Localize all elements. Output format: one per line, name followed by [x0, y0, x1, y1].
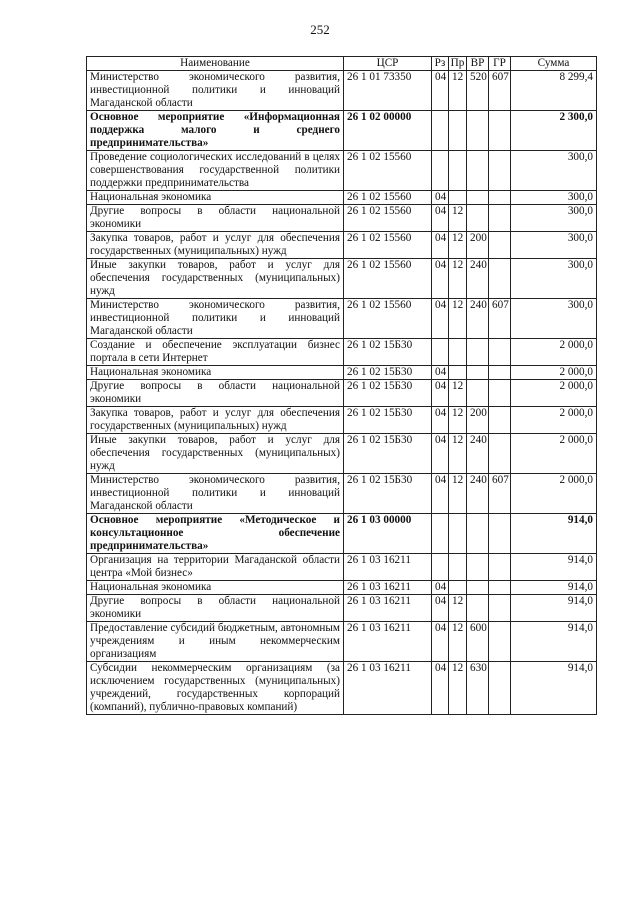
row-csr-cell: 26 1 01 73350 — [344, 71, 432, 111]
row-gr-cell — [489, 662, 511, 715]
row-name-cell: Основное мероприятие «Информационная поддержка малого и среднего предпринимательства» — [87, 111, 344, 151]
row-name-cell: Министерство экономического развития, инвестиционной политики и инноваций Магаданской области — [87, 71, 344, 111]
row-name-cell: Национальная экономика — [87, 191, 344, 205]
header-pr: Пр — [449, 57, 467, 71]
row-gr-cell — [489, 622, 511, 662]
row-rz-cell — [432, 554, 449, 581]
row-pr-cell: 12 — [449, 71, 467, 111]
header-vr: ВР — [467, 57, 489, 71]
row-csr-cell: 26 1 02 15560 — [344, 299, 432, 339]
row-gr-cell — [489, 205, 511, 232]
row-csr-cell: 26 1 02 15560 — [344, 151, 432, 191]
table-row — [87, 191, 597, 205]
row-vr-cell — [467, 339, 489, 366]
row-gr-cell: 607 — [489, 71, 511, 111]
header-sum: Сумма — [511, 57, 597, 71]
row-csr-cell: 26 1 03 16211 — [344, 622, 432, 662]
row-vr-cell: 240 — [467, 299, 489, 339]
row-sum-cell: 300,0 — [511, 299, 597, 339]
row-csr-cell: 26 1 02 15Б30 — [344, 434, 432, 474]
row-sum-cell: 300,0 — [511, 151, 597, 191]
row-sum-cell: 8 299,4 — [511, 71, 597, 111]
table-row — [87, 407, 597, 434]
table-row — [87, 595, 597, 622]
row-gr-cell — [489, 191, 511, 205]
row-sum-cell: 2 300,0 — [511, 111, 597, 151]
row-name-cell: Создание и обеспечение эксплуатации бизнес портала в сети Интернет — [87, 339, 344, 366]
row-pr-cell — [449, 111, 467, 151]
row-name-cell: Субсидии некоммерческим организациям (за исключением государственных (муниципальных) учреждений, государственных корпораций (компаний), публично-правовых компаний) — [87, 662, 344, 715]
row-sum-cell: 2 000,0 — [511, 474, 597, 514]
row-pr-cell — [449, 366, 467, 380]
row-rz-cell — [432, 111, 449, 151]
row-sum-cell: 300,0 — [511, 259, 597, 299]
row-rz-cell: 04 — [432, 380, 449, 407]
row-pr-cell: 12 — [449, 434, 467, 474]
budget-table — [86, 56, 597, 715]
row-vr-cell: 600 — [467, 622, 489, 662]
row-sum-cell: 914,0 — [511, 622, 597, 662]
row-pr-cell: 12 — [449, 595, 467, 622]
row-sum-cell: 914,0 — [511, 581, 597, 595]
table-row — [87, 581, 597, 595]
row-pr-cell: 12 — [449, 622, 467, 662]
table-row — [87, 259, 597, 299]
table-row — [87, 622, 597, 662]
row-sum-cell: 300,0 — [511, 191, 597, 205]
row-rz-cell: 04 — [432, 232, 449, 259]
row-rz-cell: 04 — [432, 434, 449, 474]
header-name: Наименование — [87, 57, 344, 71]
row-sum-cell: 300,0 — [511, 232, 597, 259]
row-rz-cell — [432, 339, 449, 366]
table-row — [87, 662, 597, 715]
row-pr-cell: 12 — [449, 662, 467, 715]
table-body — [87, 71, 597, 715]
row-pr-cell — [449, 581, 467, 595]
row-pr-cell: 12 — [449, 407, 467, 434]
table-row — [87, 434, 597, 474]
row-sum-cell: 914,0 — [511, 554, 597, 581]
row-rz-cell: 04 — [432, 622, 449, 662]
row-rz-cell: 04 — [432, 191, 449, 205]
row-sum-cell: 914,0 — [511, 662, 597, 715]
row-vr-cell — [467, 581, 489, 595]
row-vr-cell — [467, 151, 489, 191]
table-header-row — [87, 57, 597, 71]
row-name-cell: Предоставление субсидий бюджетным, автономным учреждениям и иным некоммерческим организациям — [87, 622, 344, 662]
row-csr-cell: 26 1 02 15Б30 — [344, 366, 432, 380]
row-csr-cell: 26 1 03 16211 — [344, 554, 432, 581]
row-gr-cell — [489, 111, 511, 151]
row-csr-cell: 26 1 02 15Б30 — [344, 474, 432, 514]
row-csr-cell: 26 1 02 15Б30 — [344, 380, 432, 407]
row-name-cell: Закупка товаров, работ и услуг для обеспечения государственных (муниципальных) нужд — [87, 407, 344, 434]
row-gr-cell — [489, 581, 511, 595]
row-vr-cell: 240 — [467, 434, 489, 474]
table-row — [87, 514, 597, 554]
row-csr-cell: 26 1 03 16211 — [344, 581, 432, 595]
row-pr-cell — [449, 554, 467, 581]
row-vr-cell: 520 — [467, 71, 489, 111]
row-gr-cell — [489, 434, 511, 474]
row-name-cell: Другие вопросы в области национальной экономики — [87, 595, 344, 622]
row-name-cell: Иные закупки товаров, работ и услуг для обеспечения государственных (муниципальных) нужд — [87, 434, 344, 474]
row-name-cell: Проведение социологических исследований в целях совершенствования государственной политики поддержки предпринимательства — [87, 151, 344, 191]
row-vr-cell: 240 — [467, 474, 489, 514]
row-rz-cell: 04 — [432, 299, 449, 339]
row-vr-cell: 630 — [467, 662, 489, 715]
row-vr-cell — [467, 111, 489, 151]
row-name-cell: Министерство экономического развития, инвестиционной политики и инноваций Магаданской области — [87, 299, 344, 339]
row-csr-cell: 26 1 02 15560 — [344, 232, 432, 259]
row-gr-cell — [489, 380, 511, 407]
table-row — [87, 299, 597, 339]
row-csr-cell: 26 1 03 00000 — [344, 514, 432, 554]
row-vr-cell — [467, 380, 489, 407]
row-vr-cell — [467, 205, 489, 232]
row-csr-cell: 26 1 02 00000 — [344, 111, 432, 151]
row-rz-cell: 04 — [432, 205, 449, 232]
table-row — [87, 151, 597, 191]
row-sum-cell: 2 000,0 — [511, 366, 597, 380]
row-csr-cell: 26 1 03 16211 — [344, 662, 432, 715]
row-csr-cell: 26 1 02 15Б30 — [344, 407, 432, 434]
row-sum-cell: 914,0 — [511, 595, 597, 622]
table-row — [87, 554, 597, 581]
row-vr-cell — [467, 514, 489, 554]
row-pr-cell — [449, 151, 467, 191]
row-gr-cell — [489, 366, 511, 380]
row-sum-cell: 2 000,0 — [511, 380, 597, 407]
row-pr-cell — [449, 514, 467, 554]
row-name-cell: Организация на территории Магаданской области центра «Мой бизнес» — [87, 554, 344, 581]
row-sum-cell: 300,0 — [511, 205, 597, 232]
row-name-cell: Закупка товаров, работ и услуг для обеспечения государственных (муниципальных) нужд — [87, 232, 344, 259]
row-gr-cell: 607 — [489, 299, 511, 339]
row-name-cell: Национальная экономика — [87, 581, 344, 595]
row-vr-cell: 200 — [467, 407, 489, 434]
row-sum-cell: 914,0 — [511, 514, 597, 554]
row-gr-cell — [489, 151, 511, 191]
row-name-cell: Другие вопросы в области национальной экономики — [87, 205, 344, 232]
row-csr-cell: 26 1 03 16211 — [344, 595, 432, 622]
row-name-cell: Национальная экономика — [87, 366, 344, 380]
row-pr-cell — [449, 191, 467, 205]
row-gr-cell — [489, 514, 511, 554]
row-pr-cell: 12 — [449, 205, 467, 232]
row-gr-cell — [489, 232, 511, 259]
page-number: 252 — [310, 22, 330, 37]
header-gr: ГР — [489, 57, 511, 71]
row-gr-cell — [489, 259, 511, 299]
table-row — [87, 366, 597, 380]
row-sum-cell: 2 000,0 — [511, 339, 597, 366]
row-gr-cell — [489, 554, 511, 581]
row-pr-cell — [449, 339, 467, 366]
table-row — [87, 205, 597, 232]
row-gr-cell — [489, 595, 511, 622]
table-row — [87, 232, 597, 259]
table-row — [87, 111, 597, 151]
table-row — [87, 380, 597, 407]
row-vr-cell: 200 — [467, 232, 489, 259]
row-rz-cell — [432, 151, 449, 191]
table-row — [87, 339, 597, 366]
row-name-cell: Иные закупки товаров, работ и услуг для обеспечения государственных (муниципальных) нужд — [87, 259, 344, 299]
header-rz: Рз — [432, 57, 449, 71]
row-pr-cell: 12 — [449, 259, 467, 299]
row-gr-cell — [489, 407, 511, 434]
row-pr-cell: 12 — [449, 232, 467, 259]
table-row — [87, 474, 597, 514]
row-sum-cell: 2 000,0 — [511, 434, 597, 474]
row-csr-cell: 26 1 02 15560 — [344, 259, 432, 299]
row-vr-cell: 240 — [467, 259, 489, 299]
row-rz-cell: 04 — [432, 662, 449, 715]
row-vr-cell — [467, 595, 489, 622]
row-csr-cell: 26 1 02 15Б30 — [344, 339, 432, 366]
header-csr: ЦСР — [344, 57, 432, 71]
row-rz-cell — [432, 514, 449, 554]
row-rz-cell: 04 — [432, 474, 449, 514]
row-rz-cell: 04 — [432, 259, 449, 299]
row-name-cell: Министерство экономического развития, инвестиционной политики и инноваций Магаданской области — [87, 474, 344, 514]
table-row — [87, 71, 597, 111]
row-rz-cell: 04 — [432, 71, 449, 111]
row-pr-cell: 12 — [449, 474, 467, 514]
row-vr-cell — [467, 366, 489, 380]
row-pr-cell: 12 — [449, 299, 467, 339]
row-vr-cell — [467, 191, 489, 205]
row-rz-cell: 04 — [432, 595, 449, 622]
row-name-cell: Другие вопросы в области национальной экономики — [87, 380, 344, 407]
row-vr-cell — [467, 554, 489, 581]
row-rz-cell: 04 — [432, 366, 449, 380]
row-pr-cell: 12 — [449, 380, 467, 407]
row-rz-cell: 04 — [432, 581, 449, 595]
row-name-cell: Основное мероприятие «Методическое и консультационное обеспечение предпринимательства» — [87, 514, 344, 554]
row-rz-cell: 04 — [432, 407, 449, 434]
row-sum-cell: 2 000,0 — [511, 407, 597, 434]
row-csr-cell: 26 1 02 15560 — [344, 205, 432, 232]
row-gr-cell — [489, 339, 511, 366]
row-gr-cell: 607 — [489, 474, 511, 514]
row-csr-cell: 26 1 02 15560 — [344, 191, 432, 205]
